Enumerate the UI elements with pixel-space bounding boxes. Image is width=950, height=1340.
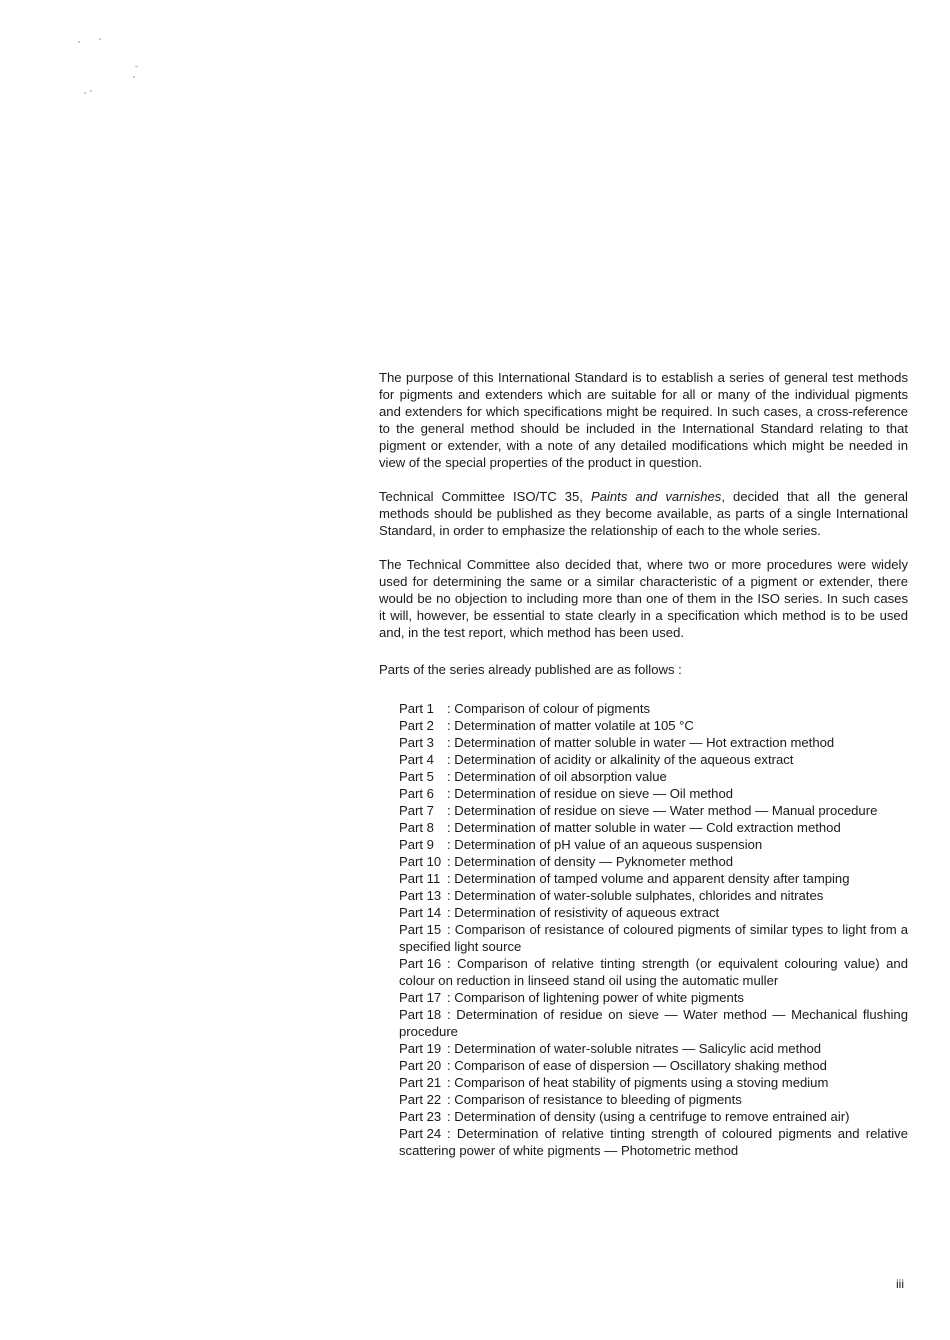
part-number: Part 24 — [399, 1126, 442, 1141]
list-item — [399, 785, 908, 802]
part-title: : Comparison of relative tinting strength (or equivalent colouring value) and colour on reduction in linseed stand oil using the automatic muller — [399, 956, 908, 988]
part-title: : Determination of water-soluble sulphates, chlorides and nitrates — [447, 888, 824, 903]
committee-paragraph — [379, 488, 908, 539]
list-item — [399, 819, 908, 836]
part-title: : Determination of pH value of an aqueous suspension — [447, 837, 763, 852]
committee-text-start: Technical Committee ISO/TC 35, — [379, 489, 591, 504]
list-item — [399, 802, 908, 819]
part-number: Part 7 — [399, 803, 434, 818]
part-number: Part 11 — [399, 871, 441, 886]
part-number: Part 15 — [399, 922, 442, 937]
part-number: Part 16 — [399, 956, 442, 971]
part-title: : Determination of residue on sieve — Water method — Manual procedure — [447, 803, 878, 818]
parts-list — [379, 700, 908, 1159]
part-number: Part 19 — [399, 1041, 442, 1056]
committee-title: Paints and varnishes — [590, 489, 722, 504]
list-item — [399, 1125, 908, 1159]
scan-speck — [90, 90, 92, 92]
part-title: : Determination of tamped volume and apparent density after tamping — [447, 871, 850, 886]
part-number: Part 9 — [399, 837, 434, 852]
list-item — [399, 921, 908, 955]
part-title: : Comparison of resistance to bleeding of pigments — [447, 1092, 742, 1107]
part-number: Part 22 — [399, 1092, 442, 1107]
list-item — [399, 1108, 908, 1125]
list-item — [399, 768, 908, 785]
list-item — [399, 870, 908, 887]
list-item — [399, 955, 908, 989]
list-item — [399, 887, 908, 904]
page-number: iii — [896, 1277, 904, 1291]
part-number: Part 6 — [399, 786, 434, 801]
part-number: Part 3 — [399, 735, 434, 750]
part-number: Part 21 — [399, 1075, 442, 1090]
part-title: : Determination of density — Pyknometer method — [447, 854, 734, 869]
part-number: Part 17 — [399, 990, 442, 1005]
part-number: Part 20 — [399, 1058, 442, 1073]
part-title: : Comparison of heat stability of pigments using a stoving medium — [447, 1075, 829, 1090]
part-title: : Determination of matter soluble in water — Hot extraction method — [447, 735, 835, 750]
list-item — [399, 989, 908, 1006]
part-title: : Determination of resistivity of aqueous extract — [447, 905, 720, 920]
foreword-body — [379, 369, 908, 1159]
list-item — [399, 734, 908, 751]
list-item — [399, 1040, 908, 1057]
scan-speck — [133, 76, 135, 78]
list-item — [399, 1074, 908, 1091]
list-item — [399, 1091, 908, 1108]
part-title: : Determination of matter soluble in water — Cold extraction method — [447, 820, 841, 835]
scan-speck — [78, 41, 80, 43]
part-number: Part 23 — [399, 1109, 442, 1124]
scan-speck — [99, 38, 101, 40]
part-title: : Determination of acidity or alkalinity of the aqueous extract — [447, 752, 794, 767]
part-number: Part 4 — [399, 752, 434, 767]
list-item — [399, 853, 908, 870]
part-title: : Determination of residue on sieve — Water method — Mechanical flushing procedure — [399, 1007, 908, 1039]
part-number: Part 1 — [399, 701, 434, 716]
list-item — [399, 1057, 908, 1074]
part-title: : Comparison of colour of pigments — [447, 701, 651, 716]
part-title: : Comparison of resistance of coloured pigments of similar types to light from a specified light source — [399, 922, 908, 954]
list-item — [399, 700, 908, 717]
scan-speck — [135, 66, 138, 67]
scan-speck — [84, 92, 86, 94]
list-item — [399, 717, 908, 734]
part-title: : Determination of matter volatile at 105 °C — [447, 718, 694, 733]
procedures-paragraph: The Technical Committee also decided that, where two or more procedures were widely used for determining the same or a similar characteristic of a pigment or extender, there would be no objection to including more than one of them in the ISO series. In such cases it will, however, be essential to state clearly in a specification which method is to be used and, in the test report, which method has been used. — [379, 557, 908, 640]
part-number: Part 10 — [399, 854, 442, 869]
part-title: : Comparison of lightening power of white pigments — [447, 990, 744, 1005]
part-number: Part 14 — [399, 905, 442, 920]
part-number: Part 2 — [399, 718, 434, 733]
parts-intro: Parts of the series already published are as follows : — [379, 662, 682, 677]
part-number: Part 5 — [399, 769, 434, 784]
purpose-paragraph: The purpose of this International Standard is to establish a series of general test methods for pigments and extenders which are suitable for all or many of the individual pigments and extenders for which specifications might be required. In such cases, a cross-reference to the general method should be included in the International Standard relating to that pigment or extender, with a note of any detailed modifications which might be needed in view of the special properties of the product in question. — [379, 370, 908, 470]
part-number: Part 8 — [399, 820, 434, 835]
list-item — [399, 904, 908, 921]
committee-text-end: , decided that all the general methods should be published as they become available, as parts of a single International Standard, in order to emphasize the relationship of each to the whole series. — [379, 489, 908, 538]
list-item — [399, 1006, 908, 1040]
part-title: : Determination of density (using a centrifuge to remove entrained air) — [447, 1109, 850, 1124]
part-title: : Comparison of ease of dispersion — Oscillatory shaking method — [447, 1058, 827, 1073]
part-title: : Determination of oil absorption value — [447, 769, 667, 784]
part-title: : Determination of water-soluble nitrates — Salicylic acid method — [447, 1041, 822, 1056]
part-title: : Determination of residue on sieve — Oil method — [447, 786, 734, 801]
list-item — [399, 751, 908, 768]
part-number: Part 18 — [399, 1007, 442, 1022]
part-number: Part 13 — [399, 888, 442, 903]
list-item — [399, 836, 908, 853]
part-title: : Determination of relative tinting strength of coloured pigments and relative scattering power of white pigments — Photometric method — [399, 1126, 908, 1158]
